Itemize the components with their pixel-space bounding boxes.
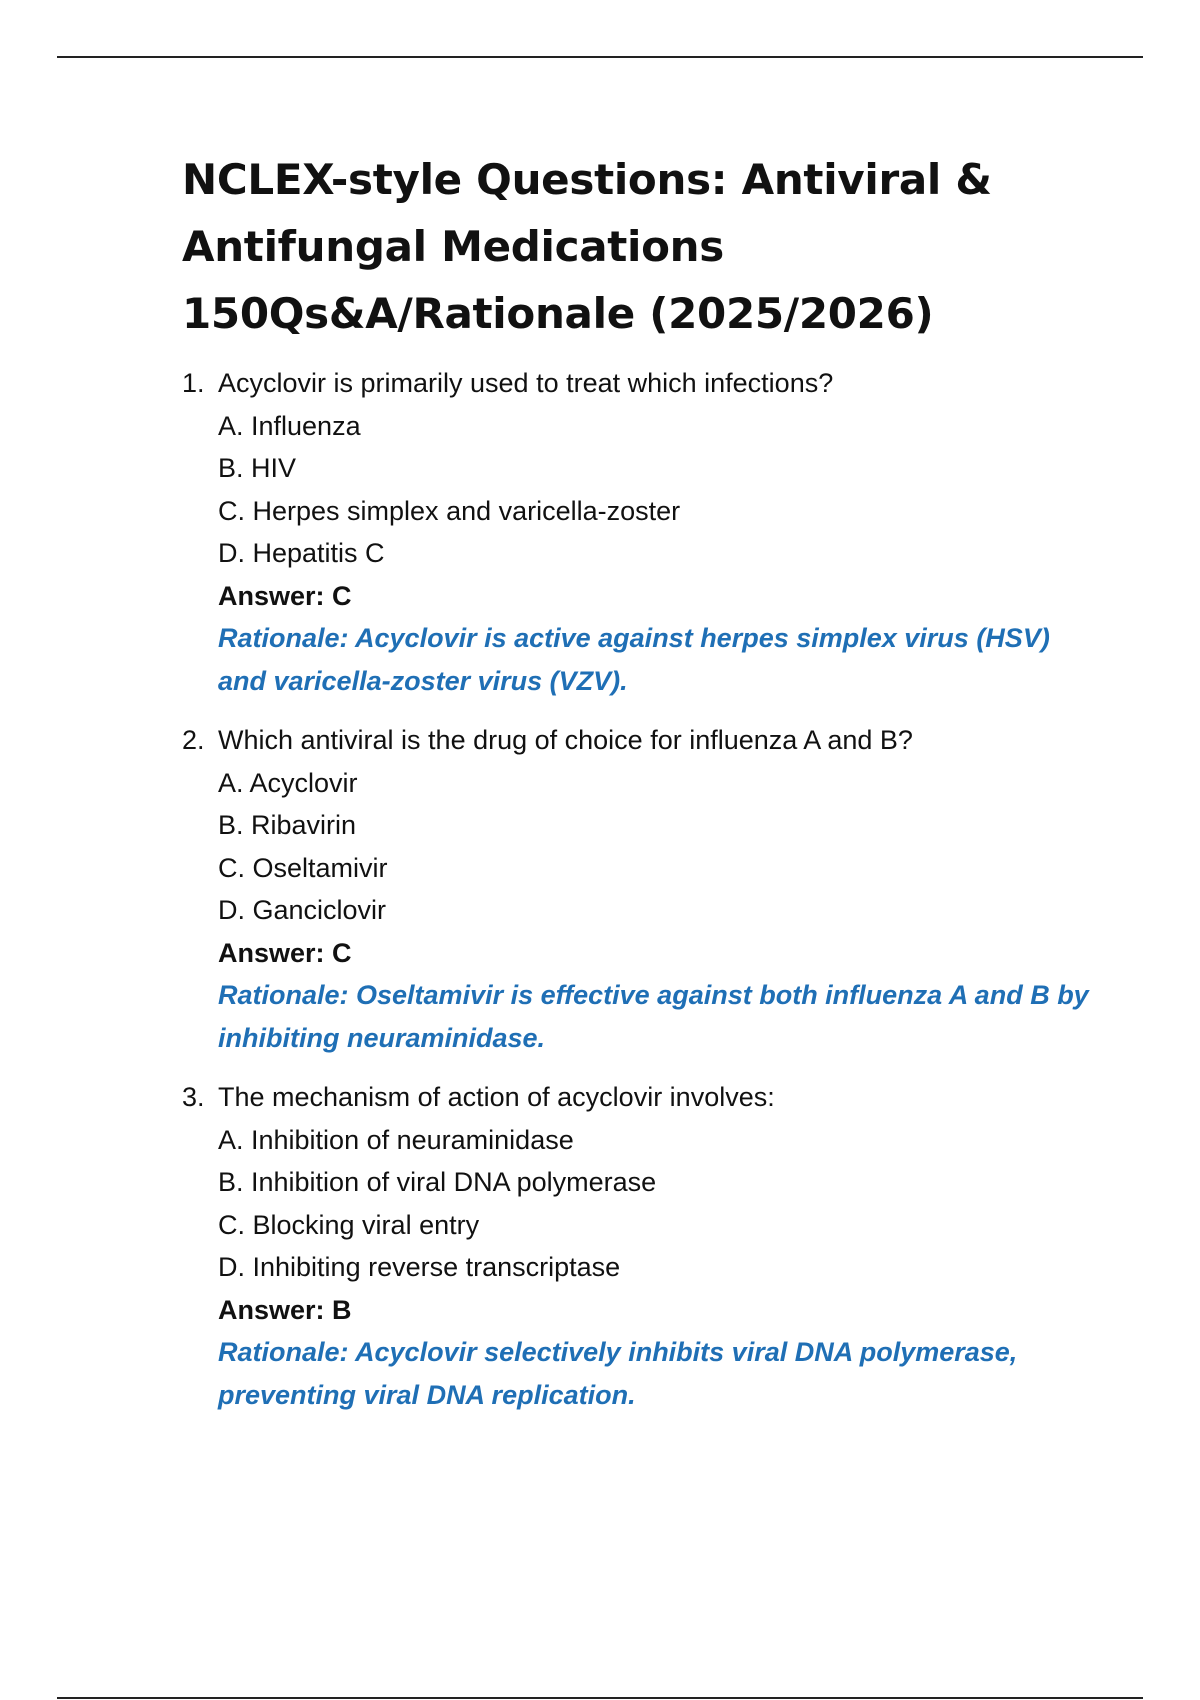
document-title — [182, 146, 1112, 347]
footer-rule — [57, 1697, 1143, 1699]
question-list — [182, 362, 1112, 1416]
answer-option: C. Blocking viral entry — [218, 1209, 480, 1240]
answer-option: B. Inhibition of viral DNA polymerase — [218, 1167, 657, 1197]
question-text: Acyclovir is primarily used to treat which infections? — [218, 368, 834, 398]
header-rule — [57, 56, 1143, 58]
correct-answer: Answer: C — [218, 937, 352, 968]
question-item — [182, 362, 1112, 702]
answer-option: A. Acyclovir — [218, 767, 358, 798]
correct-answer: Answer: B — [218, 1294, 352, 1325]
question-number: 3. — [182, 1082, 205, 1112]
answer-option: D. Ganciclovir — [218, 895, 387, 925]
title-line: Antifungal Medications — [182, 222, 724, 271]
question-text: Which antiviral is the drug of choice for influenza A and B? — [218, 725, 913, 755]
answer-option: A. Influenza — [218, 410, 361, 441]
answer-option: D. Inhibiting reverse transcriptase — [218, 1252, 621, 1282]
answer-option: D. Hepatitis C — [218, 538, 385, 568]
question-item — [182, 719, 1112, 1059]
question-text: The mechanism of action of acyclovir involves: — [218, 1082, 775, 1112]
answer-option: C. Oseltamivir — [218, 852, 388, 883]
answer-option: B. Ribavirin — [218, 810, 357, 840]
rationale-text: Rationale: Acyclovir is active against herpes simplex virus (HSV) and varicella-zoster virus (VZV). — [218, 623, 1050, 696]
question-number: 1. — [182, 368, 205, 398]
question-number: 2. — [182, 725, 205, 755]
document-body — [182, 146, 1112, 1416]
answer-option: C. Herpes simplex and varicella-zoster — [218, 495, 681, 526]
answer-option: A. Inhibition of neuraminidase — [218, 1124, 574, 1155]
rationale-text: Rationale: Oseltamivir is effective against both influenza A and B by inhibiting neuraminidase. — [218, 980, 1089, 1053]
correct-answer: Answer: C — [218, 580, 352, 611]
answer-option: B. HIV — [218, 453, 297, 483]
title-line: 150Qs&A/Rationale (2025/2026) — [182, 289, 934, 338]
rationale-text: Rationale: Acyclovir selectively inhibits viral DNA polymerase, preventing viral DNA replication. — [218, 1337, 1018, 1410]
title-line: NCLEX-style Questions: Antiviral & — [182, 155, 992, 204]
question-item — [182, 1076, 1112, 1416]
